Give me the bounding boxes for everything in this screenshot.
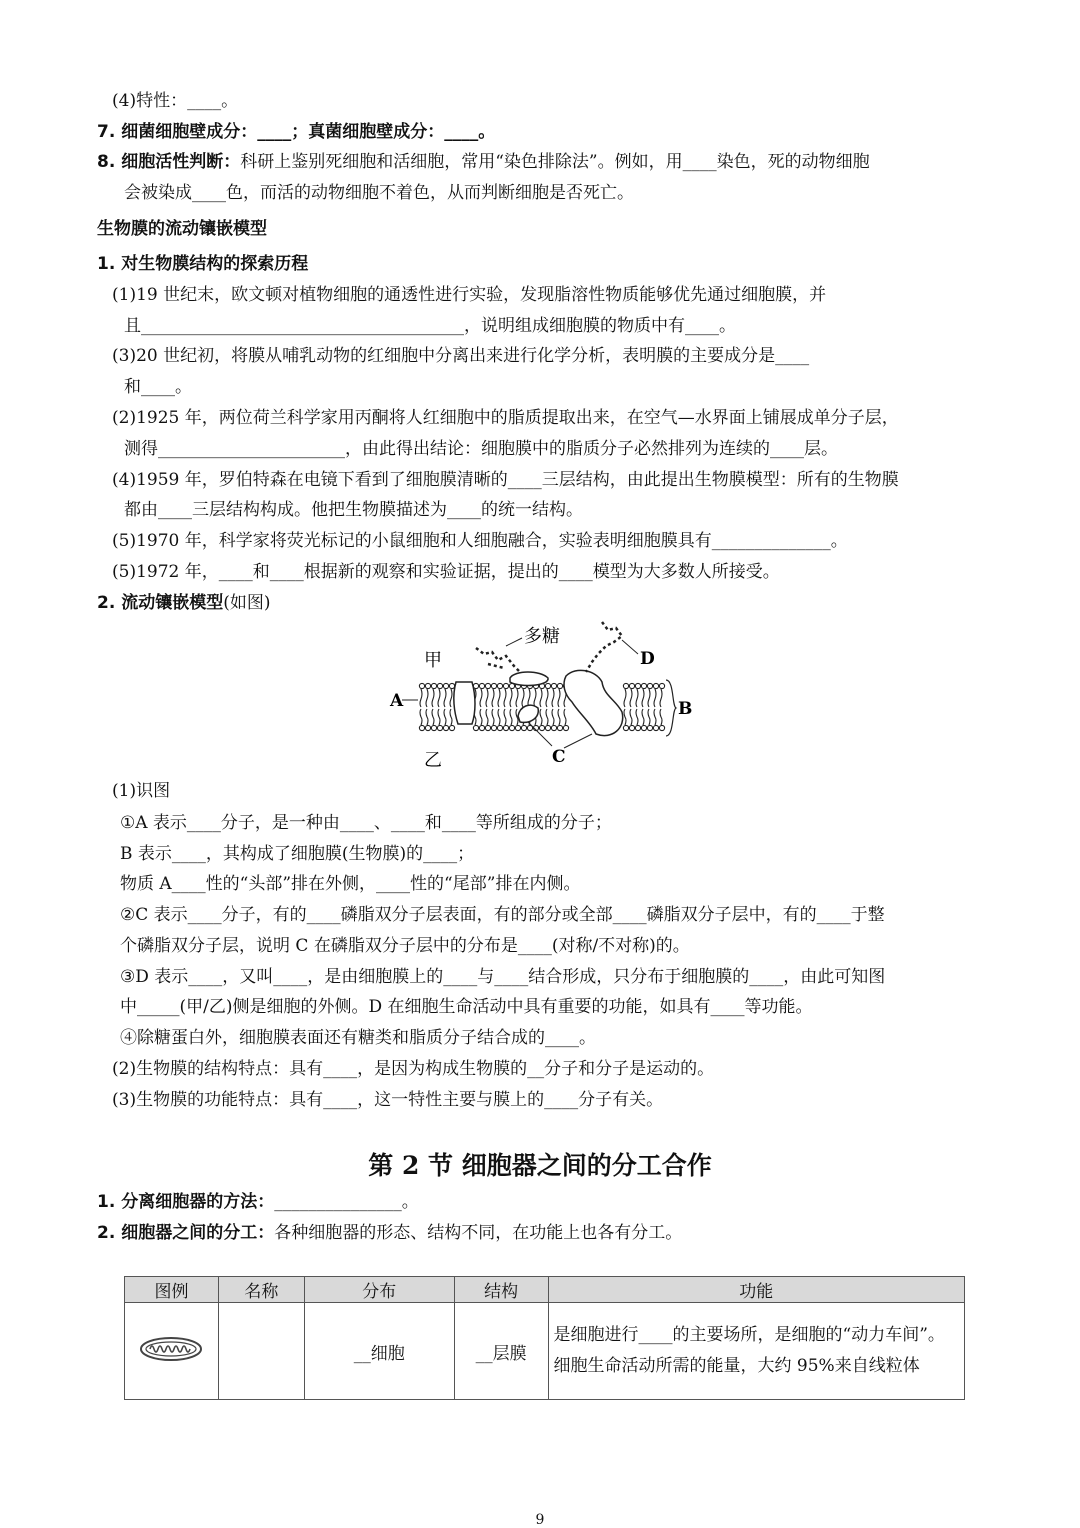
lipid-head [647,683,652,688]
lipid-head [503,683,508,688]
text-line: B 表示____，其构成了细胞膜(生物膜)的____； [120,844,475,864]
lipid-tail [630,689,632,707]
lipid-head [473,725,478,730]
lipid-tail [546,709,548,725]
lipid-tail [654,689,656,707]
lipid-head [629,683,634,688]
item-8-label: 8. 细胞活性判断： [97,152,241,172]
lipid-head [635,683,640,688]
lipid-head [425,683,430,688]
lipid-tail [636,709,638,725]
text-line: 个磷脂双分子层，说明 C 在磷脂双分子层中的分布是____(对称/不对称)的。 [120,936,690,956]
lipid-tail [534,689,536,707]
text-line: (3)生物膜的功能特点：具有____，这一特性主要与膜上的____分子有关。 [112,1090,664,1110]
item-8-line [97,150,870,174]
lipid-tail [420,689,422,707]
text-line: (3)20 世纪初，将膜从哺乳动物的红细胞中分离出来进行化学分析，表明膜的主要成分是____ [112,346,810,366]
lipid-tail [552,689,554,707]
lipid-tail [480,689,482,707]
lipid-tail [528,689,530,707]
lipid-tail [492,709,494,725]
lipid-tail [642,689,644,707]
cell-legend [125,1303,219,1400]
text-line: (2)1925 年，两位荷兰科学家用丙酮将人红细胞中的脂质提取出来，在空气—水界面上铺展成单分子层， [112,408,899,428]
subsection-heading [97,591,270,615]
item-8-text: 科研上鉴别死细胞和活细胞，常用“染色排除法”。例如，用____染色，死的动物细胞 [240,152,870,172]
lipid-head [485,683,490,688]
lipid-tail [510,689,512,707]
text-line: 测得______________________，由此得出结论：细胞膜中的脂质分子必然排列为连续的____层。 [124,439,838,459]
lipid-tail [540,709,542,725]
text-line: 物质 A____性的“头部”排在外侧，____性的“尾部”排在内侧。 [120,874,581,894]
header-function: 功能 [548,1277,964,1303]
lipid-tail [516,689,518,707]
lipid-tail [636,689,638,707]
subsection-heading: 1. 对生物膜结构的探索历程 [97,254,309,274]
cell-structure: __层膜 [454,1303,548,1400]
lipid-head [437,683,442,688]
division-text: 各种细胞器的形态、结构不同，在功能上也各有分工。 [274,1223,683,1243]
lipid-head [551,683,556,688]
lipid-tail [450,709,452,725]
lipid-head [479,683,484,688]
lipid-tail [654,709,656,725]
text-line: 中_____(甲/乙)侧是细胞的外侧。D 在细胞生命活动中具有重要的功能，如具有____等功能。 [120,997,813,1017]
header-structure: 结构 [454,1277,548,1303]
lipid-head [629,725,634,730]
lipid-tail [522,689,524,707]
lipid-tail [552,709,554,725]
cell-function: 是细胞进行____的主要场所，是细胞的“动力车间”。细胞生命活动所需的能量，大约 95%来自线粒体 [548,1303,964,1400]
lipid-head [557,725,562,730]
text-line: ①A 表示____分子，是一种由____、____和____等所组成的分子； [120,813,612,833]
lipid-tail [486,709,488,725]
lipid-head [419,683,424,688]
lipid-head [425,725,430,730]
section-heading: 生物膜的流动镶嵌模型 [97,219,267,239]
lipid-head [653,725,658,730]
label-A: A [390,691,404,711]
polysaccharide-chain-left2 [488,664,504,668]
lipid-head [647,725,652,730]
lipid-tail [624,689,626,707]
transmembrane-protein-left [454,682,475,724]
text-line: 会被染成____色，而活的动物细胞不着色，从而判断细胞是否死亡。 [124,183,634,203]
lipid-tail [432,709,434,725]
text-line: (1)识图 [112,781,171,801]
table-row [125,1303,965,1400]
text-line: 和____。 [124,377,192,397]
lipid-head [443,683,448,688]
lipid-tail [420,709,422,725]
lipid-head [563,725,568,730]
lipid-head [431,725,436,730]
lipid-tail [660,709,662,725]
lipid-head [653,683,658,688]
lipid-head [545,683,550,688]
lipid-head [551,725,556,730]
page-number: 9 [535,1512,545,1528]
cell-distribution: __细胞 [304,1303,454,1400]
text-line: 都由____三层结构构成。他把生物膜描述为____的统一结构。 [124,500,583,520]
label-duotang: 多糖 [524,626,560,647]
lipid-tail [444,689,446,707]
lipid-head [449,725,454,730]
lipid-tail [498,709,500,725]
division-label: 2. 细胞器之间的分工： [97,1223,275,1243]
embedded-protein-center [518,705,538,722]
lipid-head [491,725,496,730]
lipid-head [497,725,502,730]
lipid-tail [444,709,446,725]
method-line [97,1190,419,1214]
header-distribution: 分布 [304,1277,454,1303]
text-line: (5)1970 年，科学家将荧光标记的小鼠细胞和人细胞融合，实验表明细胞膜具有______________。 [112,531,848,551]
table-header-row [125,1277,965,1303]
label-C: C [552,747,566,767]
lipid-head [641,725,646,730]
lipid-head [437,725,442,730]
label-jia: 甲 [424,650,442,671]
lipid-tail [504,709,506,725]
cell-name [218,1303,304,1400]
lipid-tail [540,689,542,707]
lipid-head [659,683,664,688]
method-blank: _______________。 [274,1192,419,1212]
header-legend: 图例 [125,1277,219,1303]
lipid-head [539,725,544,730]
lipid-tail [558,689,560,707]
lipid-tail [630,709,632,725]
lipid-head [509,725,514,730]
text-line: (1)19 世纪末，欧文顿对植物细胞的通透性进行实验，发现脂溶性物质能够优先通过细胞膜，并 [112,285,827,305]
lipid-head [641,683,646,688]
lipid-tail [486,689,488,707]
text-line: (4)特性：____。 [112,91,239,111]
text-line: (4)1959 年，罗伯特森在电镜下看到了细胞膜清晰的____三层结构，由此提出生物膜模型：所有的生物膜 [112,470,899,490]
text-line: (5)1972 年，____和____根据新的观察和实验证据，提出的____模型为大多数人所接受。 [112,562,780,582]
lipid-tail [558,709,560,725]
lipid-tail [492,689,494,707]
lipid-head [503,725,508,730]
lipid-tail [510,709,512,725]
lipid-head [623,725,628,730]
lipid-tail [660,689,662,707]
header-name: 名称 [218,1277,304,1303]
label-D: D [640,649,655,669]
label-B: B [678,699,693,719]
lipid-head [635,725,640,730]
lipid-head [443,725,448,730]
lipid-head [545,725,550,730]
lipid-head [623,683,628,688]
lipid-tail [504,689,506,707]
lipid-head [419,725,424,730]
section-title: 第 2 节 细胞器之间的分工合作 [368,1151,712,1180]
lipid-tail [438,689,440,707]
subsection-label: 2. 流动镶嵌模型 [97,593,224,613]
polysaccharide-chain-left [476,648,520,672]
label-yi: 乙 [424,750,442,771]
text-line: ④除糖蛋白外，细胞膜表面还有糖类和脂质分子结合成的____。 [120,1028,596,1048]
lipid-tail [546,689,548,707]
lipid-tail [642,709,644,725]
lipid-head [449,683,454,688]
subsection-note: (如图) [223,593,271,613]
method-label: 1. 分离细胞器的方法： [97,1192,275,1212]
division-line [97,1221,682,1245]
organelle-table [124,1276,965,1400]
lipid-head [557,683,562,688]
lipid-tail [648,689,650,707]
lipid-tail [498,689,500,707]
item-7-line: 7. 细菌细胞壁成分：____；真菌细胞壁成分：____。 [97,122,496,142]
lipid-tail [426,709,428,725]
lipid-tail [426,689,428,707]
fluid-mosaic-diagram [380,616,700,776]
lipid-tail [438,709,440,725]
lipid-head [491,683,496,688]
lipid-head [521,725,526,730]
lipid-tail [450,689,452,707]
lipid-head [659,725,664,730]
lipid-tail [564,709,566,725]
polysaccharide-chain-right [586,622,622,672]
lipid-head [485,725,490,730]
lipid-head [431,683,436,688]
peripheral-protein-top [510,672,548,685]
lipid-tail [432,689,434,707]
text-line: 且______________________________________，说明组成细胞膜的物质中有____。 [124,316,736,336]
lipid-head [497,683,502,688]
lipid-tail [480,709,482,725]
glycoprotein-large [564,670,623,735]
lipid-tail [648,709,650,725]
lipid-head [515,725,520,730]
text-line: ②C 表示____分子，有的____磷脂双分子层表面，有的部分或全部____磷脂双分子层中，有的____于整 [120,905,885,925]
lipid-tail [624,709,626,725]
lipid-head [479,725,484,730]
text-line: ③D 表示____，又叫____，是由细胞膜上的____与____结合形成，只分布于细胞膜的____，由此可知图 [120,967,886,987]
text-line: (2)生物膜的结构特点：具有____，是因为构成生物膜的__分子和分子是运动的。 [112,1059,715,1079]
mitochondrion-icon [138,1335,204,1363]
